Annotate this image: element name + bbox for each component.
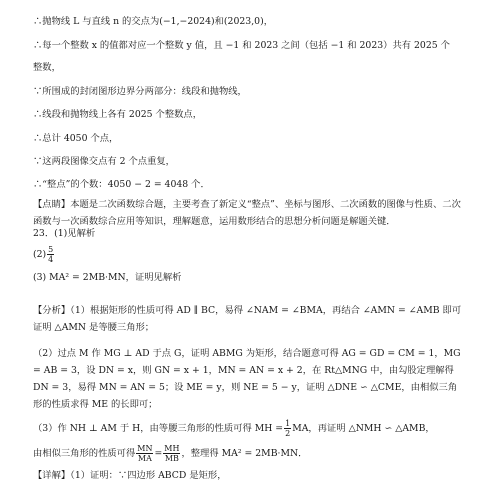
analysis-part-3-line1: （3）作 NH ⊥ AM 于 H，由等腰三角形的性质可得 MH = $\frac{1}{2}$ MA，再证明 △NMH ∽ △AMB， xyxy=(33,419,435,438)
text-line: ∵所围成的封闭图形边界分两部分：线段和抛物线， xyxy=(33,86,247,97)
answer-part-2: (2) $\frac{5}{4}$ xyxy=(33,245,54,264)
text-line: ∴线段和抛物线上各有 2025 个整数点， xyxy=(33,109,203,120)
answer-part-3: (3) MA² = 2MB·MN，证明见解析 xyxy=(33,272,182,283)
key-point-paragraph: 【点睛】本题是二次函数综合题，主要考查了新定义“整点”、坐标与图形、二次函数的图像与性质、二次函数与一次函数综合应用等知识，理解题意，运用数形结合的思想分析问题是解题关键． xyxy=(33,199,461,227)
analysis-part-1: 【分析】（1）根据矩形的性质可得 AD ∥ BC，易得 ∠NAM = ∠BMA，再结合 ∠AMN = ∠AMB 即可证明 △AMN 是等腰三角形； xyxy=(33,305,462,333)
text-line: ∵这两段图像交点有 2 个点重复， xyxy=(33,156,175,167)
text-line: ∴每一个整数 x 的值都对应一个整数 y 值，且 −1 和 2023 之间（包括 −1 和 2023）共有 2025 个 xyxy=(33,40,450,51)
solution-heading: 【详解】（1）证明：∵四边形 ABCD 是矩形， xyxy=(33,470,227,481)
text-line: ∴抛物线 L 与直线 n 的交点为(−1,−2024)和(2023,0)， xyxy=(33,16,273,27)
question-heading: 23．(1)见解析 xyxy=(33,228,96,239)
analysis-part-3-line2: 由相似三角形的性质可得 $\frac{MN}{MA}$ = $\frac{MH}{MB}$ ，整理得 MA² = 2MB·MN． xyxy=(33,444,308,463)
text-line: 整数， xyxy=(33,62,61,73)
text-line: ∴总计 4050 个点， xyxy=(33,133,119,144)
text-line: ∴“整点”的个数：4050 − 2 = 4048 个． xyxy=(33,179,210,190)
ratio-fraction-right: $\frac{MH}{MB}$ xyxy=(164,444,180,463)
ratio-fraction-left: $\frac{MN}{MA}$ xyxy=(137,444,153,463)
answer-fraction: $\frac{5}{4}$ xyxy=(48,245,54,264)
analysis-part-2: （2）过点 M 作 MG ⊥ AD 于点 G，证明 ABMG 为矩形，结合题意可得 AG = GD = CM = 1，MG = AB = 3，设 DN = x，则 GN = x + 1，MN = AN = x + 2，在 Rt△MNG 中，由勾股定理解得 DN = 3，易得 MN = AN = 5；设 ME = y，则 NE = 5 − y，证明 △DNE ∽ △CME，由相似三角形的性质求得 ME 的长即可； xyxy=(33,348,461,410)
half-fraction: $\frac{1}{2}$ xyxy=(285,419,291,438)
